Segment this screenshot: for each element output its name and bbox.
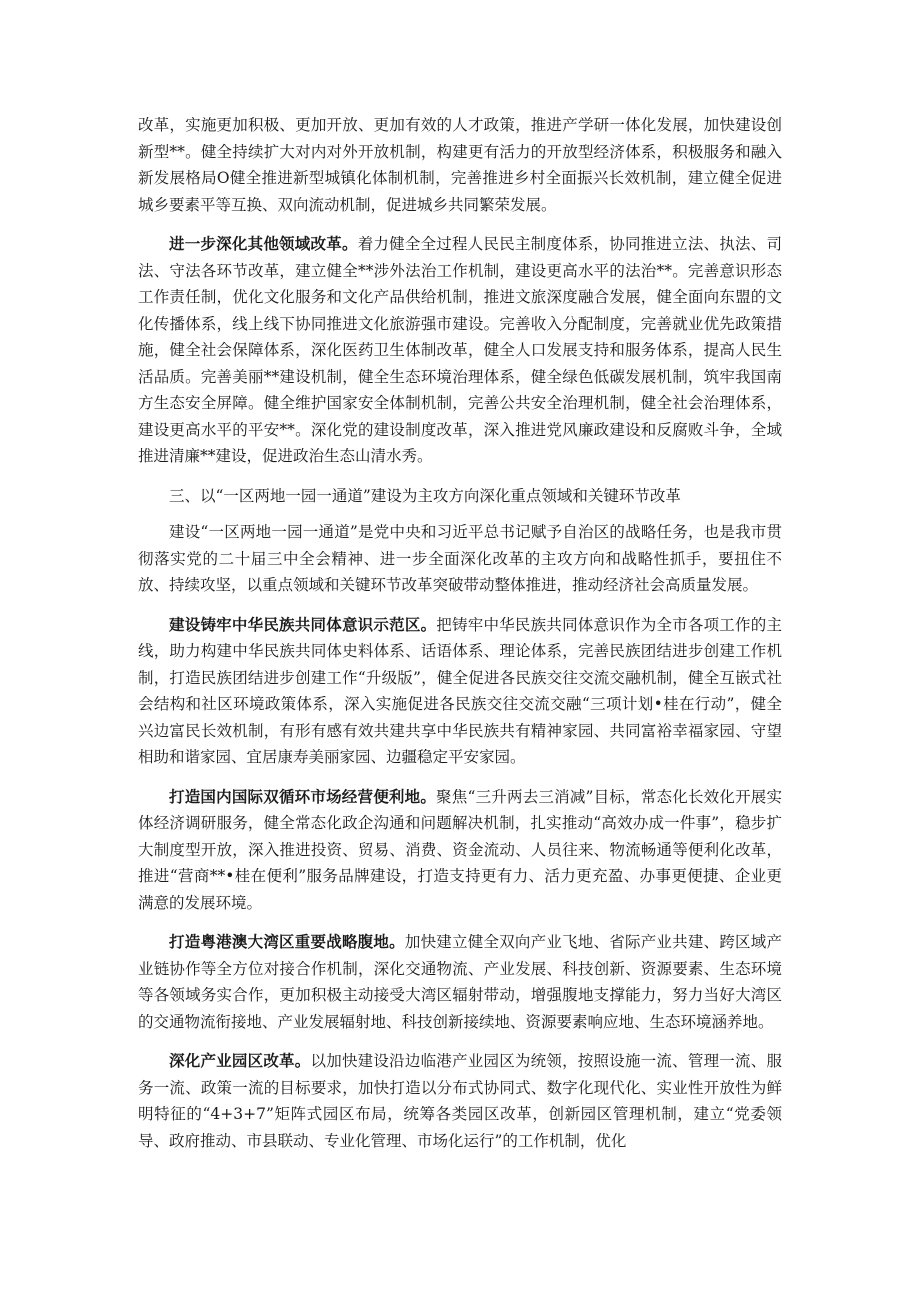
paragraph-body: 加快建立健全双向产业飞地、省际产业共建、跨区域产业链协作等全方位对接合作机制，深化交通物流、产业发展、科技创新、资源要素、生态环境等各领域务实合作，更加积极主动接受大湾区辐射带动，增强腹地支撑能力，努力当好大湾区的交通物流衔接地、产业发展辐射地、科技创新接续地、资源要素响应地、生态环境涵养地。 [138,933,782,1031]
section-heading: 三、以“一区两地一园一通道”建设为主攻方向深化重点领域和关键环节改革 [169,486,681,505]
paragraph-body: 着力健全全过程人民民主制度体系，协同推进立法、执法、司法、守法各环节改革，建立健全**涉外法治工作机制，建设更高水平的法治**。完善意识形态工作责任制，优化文化服务和文化产品供给机制，推进文旅深度融合发展，健全面向东盟的文化传播体系，线上线下协同推进文化旅游强市建设。完善收入分配制度，完善就业优先政策措施，健全社会保障体系，深化医药卫生体制改革，健全人口发展支持和服务体系，提高人民生活品质。完善美丽**建设机制，健全生态环境治理体系，健全绿色低碳发展机制，筑牢我国南方生态安全屏障。健全维护国家安全体制机制，完善公共安全治理机制，健全社会治理体系，建设更高水平的平安**。深化党的建设制度改革，深入推进党风廉政建设和反腐败斗争，全域推进清廉**建设，促进政治生态山清水秀。 [138,235,782,465]
paragraph-dual-circulation [138,784,782,917]
paragraph-lead: 打造国内国际双循环市场经营便利地。 [169,786,437,806]
paragraph-industrial-park [138,1048,782,1154]
paragraph-body: 改革，实施更加积极、更加开放、更加有效的人才政策，推进产学研一体化发展，加快建设创新型**。健全持续扩大对内对外开放机制，构建更有活力的开放型经济体系，积极服务和融入新发展格局O健全推进新型城镇化体制机制，完善推进乡村全面振兴长效机制，建立健全促进城乡要素平等互换、双向流动机制，促进城乡共同繁荣发展。 [138,116,782,214]
paragraph-lead: 打造粤港澳大湾区重要战略腹地。 [169,932,405,951]
paragraph-greater-bay-area [138,929,782,1035]
paragraph-demonstration-zone [138,612,782,771]
paragraph-body: 把铸牢中华民族共同体意识作为全市各项工作的主线，助力构建中华民族共同体史料体系、话语体系、理论体系，完善民族团结进步创建工作机制，打造民族团结进步创建工作“升级版”，健全促进各民族交往交流交融机制，健全互嵌式社会结构和社区环境政策体系，深入实施促进各民族交往交流交融“三项计划•桂在行动”，健全兴边富民长效机制，有形有感有效共建共享中华民族共有精神家园、共同富裕幸福家园、守望相助和谐家园、宜居康寿美丽家园、边疆稳定平安家园。 [138,615,782,766]
paragraph-intro: 建设“一区两地一园一通道”是党中央和习近平总书记赋予自治区的战略任务，也是我市贯彻落实党的二十届三中全会精神、进一步全面深化改革的主攻方向和战略性抓手，要扭住不放、持续攻坚，以重点领域和关键环节改革突破带动整体推进，推动经济社会高质量发展。 [138,523,782,594]
paragraph-lead: 深化产业园区改革。 [169,1051,311,1070]
paragraph-continuation [138,112,782,218]
paragraph-lead: 建设铸牢中华民族共同体意识示范区。 [169,614,437,634]
paragraph-body: 以加快建设沿边临港产业园区为统领，按照设施一流、管理一流、服务一流、政策一流的目标要求，加快打造以分布式协同式、数字化现代化、实业性开放性为鲜明特征的“4+3+7”矩阵式园区布局，统筹各类园区改革，创新园区管理机制，建立“党委领导、政府推动、市县联动、专业化管理、市场化运行”的工作机制，优化 [138,1052,782,1150]
document-page [138,112,782,1167]
paragraph-lead: 进一步深化其他领域改革。 [169,234,358,253]
paragraph-body: 聚焦“三升两去三消减”目标，常态化长效化开展实体经济调研服务，健全常态化政企沟通和问题解决机制，扎实推动“高效办成一件事”，稳步扩大制度型开放，深入推进投资、贸易、消费、资金流动、人员往来、物流畅通等便利化改革，推进“营商**•桂在便利”服务品牌建设，打造支持更有力、活力更充盈、办事更便捷、企业更满意的发展环境。 [138,787,782,912]
paragraph-other-reforms [138,231,782,470]
